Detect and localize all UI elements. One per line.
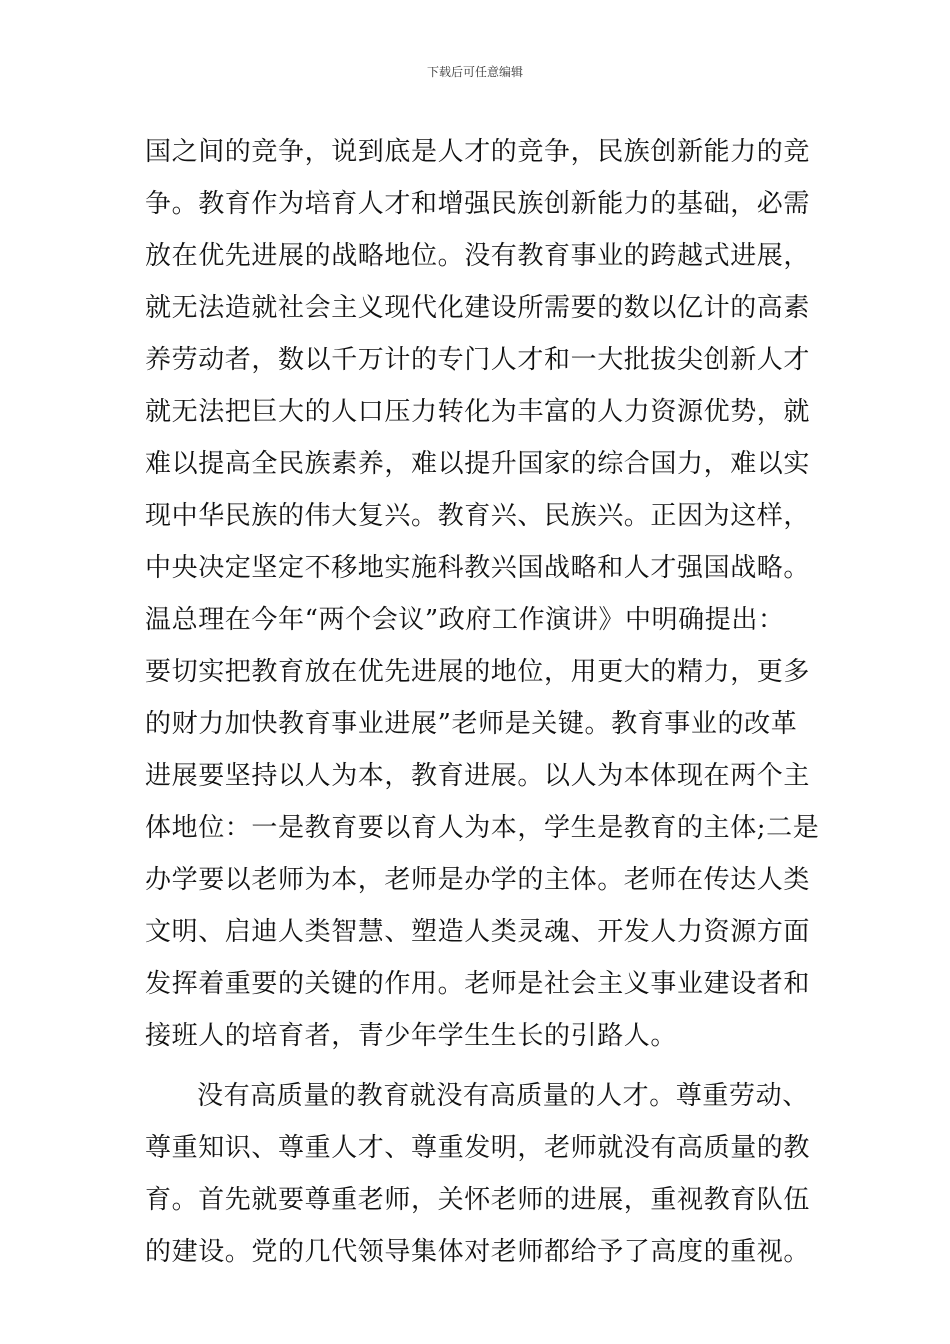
text-line: 尊重知识、尊重人才、尊重发明，老师就没有高质量的教 xyxy=(145,1133,811,1163)
text-line: 现中华民族的伟大复兴。教育兴、民族兴。正因为这样， xyxy=(145,501,811,531)
text-line: 育。首先就要尊重老师，关怀老师的进展，重视教育队伍 xyxy=(145,1185,811,1215)
body-text xyxy=(145,126,820,1278)
paragraph-2 xyxy=(145,1070,809,1278)
paragraph-1 xyxy=(145,126,820,1062)
text-line: 就无法造就社会主义现代化建设所需要的数以亿计的高素 xyxy=(145,293,811,323)
text-line: 文明、启迪人类智慧、塑造人类灵魂、开发人力资源方面 xyxy=(145,917,811,947)
text-line: 温总理在今年“两个会议”政府工作演讲》中明确提出： xyxy=(145,605,785,635)
text-line: 难以提高全民族素养，难以提升国家的综合国力，难以实 xyxy=(145,449,811,479)
text-line: 接班人的培育者，青少年学生生长的引路人。 xyxy=(145,1021,678,1051)
text-line: 没有高质量的教育就没有高质量的人才。尊重劳动、 xyxy=(197,1081,809,1111)
text-line: 要切实把教育放在优先进展的地位，用更大的精力，更多 xyxy=(145,657,811,687)
text-line: 国之间的竞争，说到底是人才的竞争，民族创新能力的竞 xyxy=(145,137,811,167)
text-line: 的建设。党的几代领导集体对老师都给予了高度的重视。 xyxy=(145,1237,811,1267)
text-line: 发挥着重要的关键的作用。老师是社会主义事业建设者和 xyxy=(145,969,811,999)
text-line: 放在优先进展的战略地位。没有教育事业的跨越式进展， xyxy=(145,241,811,271)
text-line: 就无法把巨大的人口压力转化为丰富的人力资源优势，就 xyxy=(145,397,811,427)
text-line: 争。教育作为培育人才和增强民族创新能力的基础，必需 xyxy=(145,189,811,219)
text-line: 养劳动者，数以千万计的专门人才和一大批拔尖创新人才 xyxy=(145,345,811,375)
text-line: 中央决定坚定不移地实施科教兴国战略和人才强国战略。 xyxy=(145,553,811,583)
text-line: 体地位：一是教育要以育人为本，学生是教育的主体;二是 xyxy=(145,813,820,843)
text-line: 办学要以老师为本，老师是办学的主体。老师在传达人类 xyxy=(145,865,811,895)
text-line: 进展要坚持以人为本，教育进展。以人为本体现在两个主 xyxy=(145,761,811,791)
page-header: 下载后可任意编辑 xyxy=(426,65,523,79)
text-line: 的财力加快教育事业进展”老师是关键。教育事业的改革 xyxy=(145,709,798,739)
